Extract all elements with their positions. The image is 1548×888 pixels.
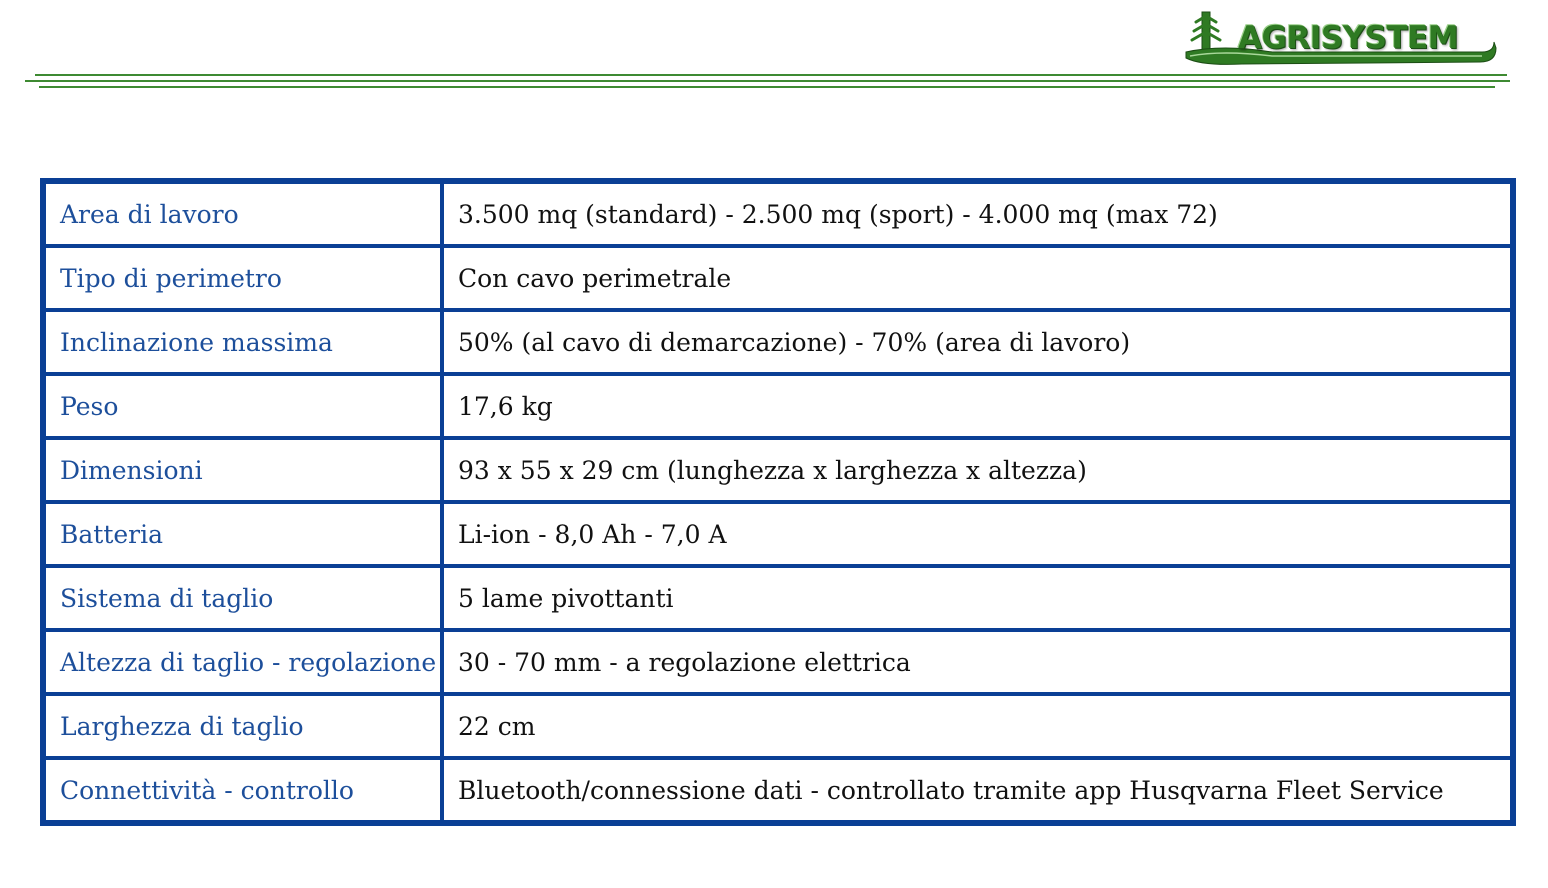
header-rule xyxy=(25,72,1510,90)
spec-label: Tipo di perimetro xyxy=(44,246,442,310)
spec-label: Altezza di taglio - regolazione xyxy=(44,630,442,694)
spec-value: 22 cm xyxy=(442,694,1512,758)
spec-label: Connettività - controllo xyxy=(44,758,442,822)
spec-label: Sistema di taglio xyxy=(44,566,442,630)
spec-value: 93 x 55 x 29 cm (lunghezza x larghezza x altezza) xyxy=(442,438,1512,502)
spec-label: Larghezza di taglio xyxy=(44,694,442,758)
spec-value: 30 - 70 mm - a regolazione elettrica xyxy=(442,630,1512,694)
table-row xyxy=(44,566,1512,630)
spec-label: Peso xyxy=(44,374,442,438)
spec-value: Li-ion - 8,0 Ah - 7,0 A xyxy=(442,502,1512,566)
table-row xyxy=(44,438,1512,502)
table-row xyxy=(44,758,1512,822)
agrisystem-logo xyxy=(1182,8,1498,70)
spec-value: Bluetooth/connessione dati - controllato tramite app Husqvarna Fleet Service xyxy=(442,758,1512,822)
page-header xyxy=(0,0,1548,100)
table-row xyxy=(44,182,1512,246)
spec-value: 3.500 mq (standard) - 2.500 mq (sport) - 4.000 mq (max 72) xyxy=(442,182,1512,246)
spec-value: 5 lame pivottanti xyxy=(442,566,1512,630)
spec-label: Dimensioni xyxy=(44,438,442,502)
table-row xyxy=(44,246,1512,310)
table-row xyxy=(44,374,1512,438)
table-row xyxy=(44,630,1512,694)
table-row xyxy=(44,310,1512,374)
spec-label: Batteria xyxy=(44,502,442,566)
spec-value: Con cavo perimetrale xyxy=(442,246,1512,310)
table-row xyxy=(44,694,1512,758)
logo-text: AGRISYSTEM xyxy=(1238,20,1459,56)
spec-value: 50% (al cavo di demarcazione) - 70% (area di lavoro) xyxy=(442,310,1512,374)
spec-label: Inclinazione massima xyxy=(44,310,442,374)
spec-label: Area di lavoro xyxy=(44,182,442,246)
table-row xyxy=(44,502,1512,566)
specifications-table xyxy=(40,178,1516,826)
spec-value: 17,6 kg xyxy=(442,374,1512,438)
